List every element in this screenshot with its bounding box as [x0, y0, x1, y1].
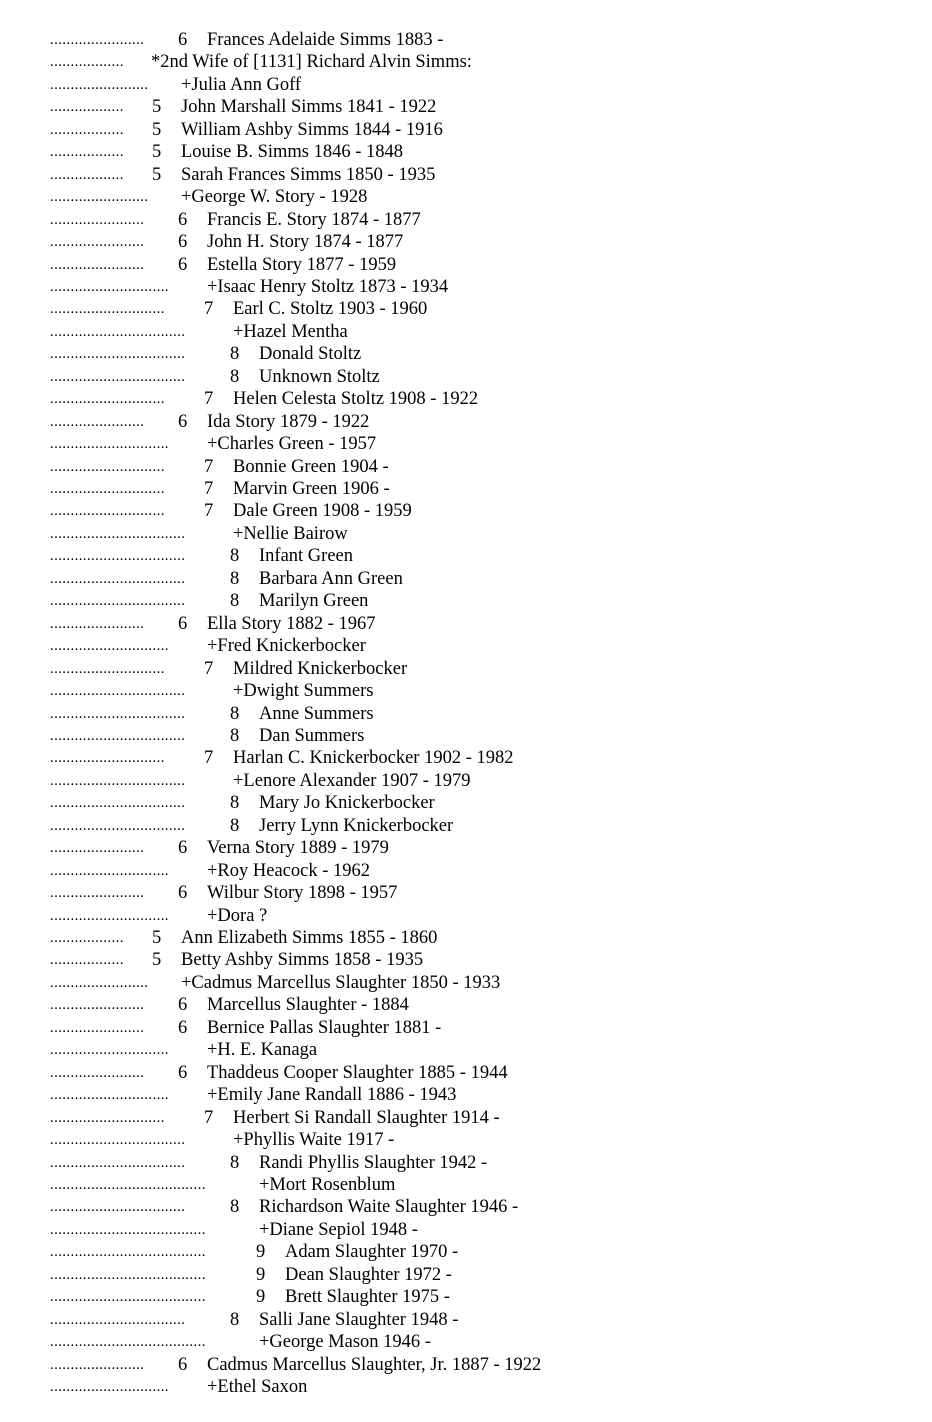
note-entry	[50, 51, 910, 73]
descendant-entry	[50, 478, 910, 500]
descendant-entry	[50, 1152, 910, 1174]
spouse-name: +Charles Green - 1957	[207, 434, 377, 455]
generation-number: 8	[230, 815, 240, 836]
descendant-entry	[50, 1309, 910, 1331]
spouse-name: +Isaac Henry Stoltz 1873 - 1934	[207, 276, 449, 297]
person-name: Harlan C. Knickerbocker 1902 - 1982	[233, 748, 514, 769]
leader-dots: ........................	[50, 974, 149, 991]
leader-dots: ........................	[50, 76, 149, 93]
generation-number: 5	[152, 950, 162, 971]
descendant-entry	[50, 119, 910, 141]
spouse-name: +George Mason 1946 -	[259, 1332, 431, 1353]
spouse-entry	[50, 433, 910, 455]
spouse-entry	[50, 186, 910, 208]
spouse-entry	[50, 276, 910, 298]
spouse-name: +Cadmus Marcellus Slaughter 1850 - 1933	[181, 972, 501, 993]
generation-number: 5	[152, 928, 162, 948]
person-name: Ella Story 1882 - 1967	[207, 613, 376, 634]
generation-number: 8	[230, 1197, 240, 1218]
leader-dots: ..................	[50, 144, 124, 161]
leader-dots: .................................	[50, 368, 186, 385]
leader-dots: .............................	[50, 278, 169, 295]
leader-dots: ......................................	[50, 1289, 206, 1306]
generation-number: 6	[178, 613, 188, 634]
person-name: Estella Story 1877 - 1959	[207, 254, 397, 275]
generation-number: 6	[178, 1354, 188, 1375]
descendant-entry	[50, 411, 910, 433]
leader-dots: ..................	[50, 99, 124, 116]
person-name: Dean Slaughter 1972 -	[285, 1264, 452, 1285]
person-name: Richardson Waite Slaughter 1946 -	[259, 1197, 519, 1218]
descendant-entry	[50, 949, 910, 971]
generation-number: 7	[204, 501, 214, 522]
leader-dots: .............................	[50, 436, 169, 453]
leader-dots: .......................	[50, 211, 145, 228]
leader-dots: .......................	[50, 885, 145, 902]
spouse-entry	[50, 1331, 910, 1353]
leader-dots: .......................	[50, 234, 145, 251]
person-name: Marilyn Green	[259, 591, 369, 612]
leader-dots: ............................	[50, 458, 165, 475]
person-name: Dale Green 1908 - 1959	[233, 501, 412, 522]
descendant-entry	[50, 1196, 910, 1218]
spouse-entry	[50, 321, 910, 343]
spouse-name: +Hazel Mentha	[233, 321, 348, 342]
person-name: Betty Ashby Simms 1858 - 1935	[181, 950, 424, 971]
spouse-entry	[50, 680, 910, 702]
generation-number: 8	[230, 366, 240, 387]
leader-dots: .................................	[50, 705, 186, 722]
descendant-entry	[50, 1017, 910, 1039]
generation-number: 8	[230, 344, 240, 365]
leader-dots: .................................	[50, 346, 186, 363]
generation-number: 8	[230, 1152, 240, 1173]
person-name: Mildred Knickerbocker	[233, 658, 408, 679]
person-name: Marcellus Slaughter - 1884	[207, 995, 409, 1016]
person-name: Unknown Stoltz	[259, 366, 380, 387]
person-name: Earl C. Stoltz 1903 - 1960	[233, 299, 428, 320]
person-name: Brett Slaughter 1975 -	[285, 1287, 450, 1308]
person-name: Randi Phyllis Slaughter 1942 -	[259, 1152, 488, 1173]
spouse-name: +George W. Story - 1928	[181, 187, 368, 208]
person-name: Frances Adelaide Simms 1883 -	[207, 30, 444, 50]
generation-number: 8	[230, 546, 240, 567]
descendant-entry	[50, 747, 910, 769]
person-name: Adam Slaughter 1970 -	[285, 1242, 459, 1263]
person-name: Cadmus Marcellus Slaughter, Jr. 1887 - 1922	[207, 1354, 542, 1375]
spouse-name: +H. E. Kanaga	[207, 1040, 318, 1061]
leader-dots: ..................	[50, 54, 124, 71]
person-name: Herbert Si Randall Slaughter 1914 -	[233, 1107, 500, 1128]
descendant-entry	[50, 927, 910, 949]
leader-dots: ..................	[50, 952, 124, 969]
generation-number: 7	[204, 1107, 214, 1128]
leader-dots: .................................	[50, 727, 186, 744]
leader-dots: .............................	[50, 1379, 169, 1395]
descendant-entry	[50, 343, 910, 365]
leader-dots: .................................	[50, 548, 186, 565]
descendant-entry	[50, 366, 910, 388]
spouse-entry	[50, 1084, 910, 1106]
spouse-entry	[50, 972, 910, 994]
generation-number: 8	[230, 568, 240, 589]
spouse-name: +Phyllis Waite 1917 -	[233, 1130, 395, 1151]
descendant-entry	[50, 882, 910, 904]
leader-dots: .................................	[50, 817, 186, 834]
generation-number: 6	[178, 30, 188, 50]
descendant-entry	[50, 254, 910, 276]
leader-dots: .................................	[50, 323, 186, 340]
leader-dots: .......................	[50, 413, 145, 430]
leader-dots: .......................	[50, 997, 145, 1014]
person-name: Francis E. Story 1874 - 1877	[207, 209, 421, 230]
marriage-note: *2nd Wife of [1131] Richard Alvin Simms:	[151, 52, 472, 73]
generation-number: 6	[178, 232, 188, 253]
generation-number: 9	[256, 1287, 266, 1308]
descendant-entry	[50, 298, 910, 320]
spouse-name: +Nellie Bairow	[233, 523, 348, 544]
descendant-entry	[50, 837, 910, 859]
descendant-entry	[50, 1062, 910, 1084]
descendant-entry	[50, 500, 910, 522]
leader-dots: .................................	[50, 1154, 186, 1171]
generation-number: 8	[230, 591, 240, 612]
descendant-entry	[50, 231, 910, 253]
generation-number: 6	[178, 1062, 188, 1083]
descendant-entry	[50, 1286, 910, 1308]
person-name: Thaddeus Cooper Slaughter 1885 - 1944	[207, 1062, 508, 1083]
leader-dots: .................................	[50, 593, 186, 610]
generation-number: 5	[152, 97, 162, 118]
descendant-entry	[50, 568, 910, 590]
spouse-entry	[50, 1376, 910, 1398]
spouse-name: +Fred Knickerbocker	[207, 636, 366, 657]
generation-number: 6	[178, 411, 188, 432]
leader-dots: ............................	[50, 301, 165, 318]
generation-number: 7	[204, 456, 214, 477]
generation-number: 7	[204, 299, 214, 320]
leader-dots: .......................	[50, 256, 145, 273]
generation-number: 5	[152, 164, 162, 185]
spouse-entry	[50, 523, 910, 545]
leader-dots: ......................................	[50, 1221, 206, 1238]
generation-number: 7	[204, 389, 214, 410]
generation-number: 8	[230, 1309, 240, 1330]
spouse-entry	[50, 860, 910, 882]
spouse-entry	[50, 74, 910, 96]
generation-number: 7	[204, 479, 214, 499]
leader-dots: ............................	[50, 750, 165, 767]
leader-dots: .................................	[50, 525, 186, 542]
descendant-entry	[50, 815, 910, 837]
spouse-entry	[50, 1129, 910, 1151]
person-name: Verna Story 1889 - 1979	[207, 838, 389, 859]
leader-dots: ............................	[50, 503, 165, 520]
spouse-entry	[50, 1219, 910, 1241]
descendant-entry	[50, 209, 910, 231]
generation-number: 6	[178, 995, 188, 1016]
spouse-name: +Dora ?	[207, 905, 268, 926]
descendant-entry	[50, 613, 910, 635]
person-name: John H. Story 1874 - 1877	[207, 232, 404, 253]
leader-dots: ..................	[50, 166, 124, 183]
leader-dots: .............................	[50, 1042, 169, 1059]
descendant-entry	[50, 1241, 910, 1263]
generation-number: 8	[230, 725, 240, 746]
person-name: Salli Jane Slaughter 1948 -	[259, 1309, 459, 1330]
leader-dots: ............................	[50, 1109, 165, 1126]
spouse-name: +Mort Rosenblum	[259, 1174, 396, 1195]
leader-dots: .................................	[50, 1311, 186, 1328]
generation-number: 8	[230, 793, 240, 814]
leader-dots: .......................	[50, 1019, 145, 1036]
leader-dots: .......................	[50, 615, 145, 632]
spouse-name: +Dwight Summers	[233, 681, 374, 702]
leader-dots: .............................	[50, 638, 169, 655]
descendant-entry	[50, 141, 910, 163]
spouse-entry	[50, 635, 910, 657]
leader-dots: .................................	[50, 1132, 186, 1149]
leader-dots: .................................	[50, 1199, 186, 1216]
person-name: Wilbur Story 1898 - 1957	[207, 883, 398, 904]
leader-dots: .......................	[50, 1356, 145, 1373]
spouse-entry	[50, 905, 910, 927]
descendant-entry	[50, 1354, 910, 1376]
person-name: John Marshall Simms 1841 - 1922	[181, 97, 437, 118]
person-name: Louise B. Simms 1846 - 1848	[181, 142, 404, 163]
person-name: Ann Elizabeth Simms 1855 - 1860	[181, 928, 438, 948]
generation-number: 9	[256, 1264, 266, 1285]
descendant-entry	[50, 658, 910, 680]
spouse-name: +Emily Jane Randall 1886 - 1943	[207, 1085, 457, 1106]
generation-number: 5	[152, 142, 162, 163]
descendant-entry	[50, 164, 910, 186]
person-name: Dan Summers	[259, 725, 365, 746]
person-name: Donald Stoltz	[259, 344, 362, 365]
generation-number: 6	[178, 254, 188, 275]
descendant-entry	[50, 1107, 910, 1129]
person-name: Marvin Green 1906 -	[233, 479, 390, 499]
leader-dots: .......................	[50, 840, 145, 857]
descendant-entry	[50, 29, 910, 51]
generation-number: 7	[204, 748, 214, 769]
person-name: Bonnie Green 1904 -	[233, 456, 389, 477]
leader-dots: ............................	[50, 481, 165, 497]
person-name: William Ashby Simms 1844 - 1916	[181, 119, 443, 140]
spouse-entry	[50, 1174, 910, 1196]
leader-dots: ............................	[50, 391, 165, 408]
leader-dots: .................................	[50, 772, 186, 789]
descendant-entry	[50, 1264, 910, 1286]
leader-dots: ........................	[50, 189, 149, 206]
leader-dots: ..................	[50, 930, 124, 946]
leader-dots: .......................	[50, 32, 145, 48]
leader-dots: .............................	[50, 1087, 169, 1104]
spouse-name: +Julia Ann Goff	[181, 74, 302, 95]
person-name: Infant Green	[259, 546, 353, 567]
generation-number: 9	[256, 1242, 266, 1263]
leader-dots: ......................................	[50, 1176, 206, 1193]
person-name: Bernice Pallas Slaughter 1881 -	[207, 1017, 442, 1038]
generation-number: 6	[178, 1017, 188, 1038]
spouse-name: +Roy Heacock - 1962	[207, 860, 371, 881]
generation-number: 8	[230, 703, 240, 724]
descendant-entry	[50, 456, 910, 478]
spouse-name: +Ethel Saxon	[207, 1377, 308, 1397]
spouse-name: +Lenore Alexander 1907 - 1979	[233, 770, 471, 791]
generation-number: 7	[204, 658, 214, 679]
descendant-entry	[50, 388, 910, 410]
person-name: Mary Jo Knickerbocker	[259, 793, 435, 814]
leader-dots: ......................................	[50, 1266, 206, 1283]
descendant-entry	[50, 590, 910, 612]
leader-dots: .............................	[50, 862, 169, 879]
spouse-entry	[50, 1039, 910, 1061]
leader-dots: .......................	[50, 1064, 145, 1081]
generation-number: 6	[178, 883, 188, 904]
spouse-name: +Diane Sepiol 1948 -	[259, 1219, 418, 1240]
spouse-entry	[50, 770, 910, 792]
descendant-entry	[50, 792, 910, 814]
person-name: Ida Story 1879 - 1922	[207, 411, 370, 432]
person-name: Barbara Ann Green	[259, 568, 403, 589]
leader-dots: ............................	[50, 660, 165, 677]
descendant-entry	[50, 725, 910, 747]
descendant-entry	[50, 994, 910, 1016]
descendant-entry	[50, 703, 910, 725]
descendant-entry	[50, 96, 910, 118]
person-name: Sarah Frances Simms 1850 - 1935	[181, 164, 436, 185]
generation-number: 5	[152, 119, 162, 140]
leader-dots: .................................	[50, 795, 186, 812]
leader-dots: ......................................	[50, 1244, 206, 1261]
leader-dots: .................................	[50, 683, 186, 700]
person-name: Jerry Lynn Knickerbocker	[259, 815, 454, 836]
person-name: Anne Summers	[259, 703, 374, 724]
leader-dots: ......................................	[50, 1334, 206, 1351]
leader-dots: .................................	[50, 570, 186, 587]
generation-number: 6	[178, 838, 188, 859]
person-name: Helen Celesta Stoltz 1908 - 1922	[233, 389, 479, 410]
generation-number: 6	[178, 209, 188, 230]
leader-dots: ..................	[50, 121, 124, 138]
leader-dots: .............................	[50, 907, 169, 924]
descendant-entry	[50, 545, 910, 567]
